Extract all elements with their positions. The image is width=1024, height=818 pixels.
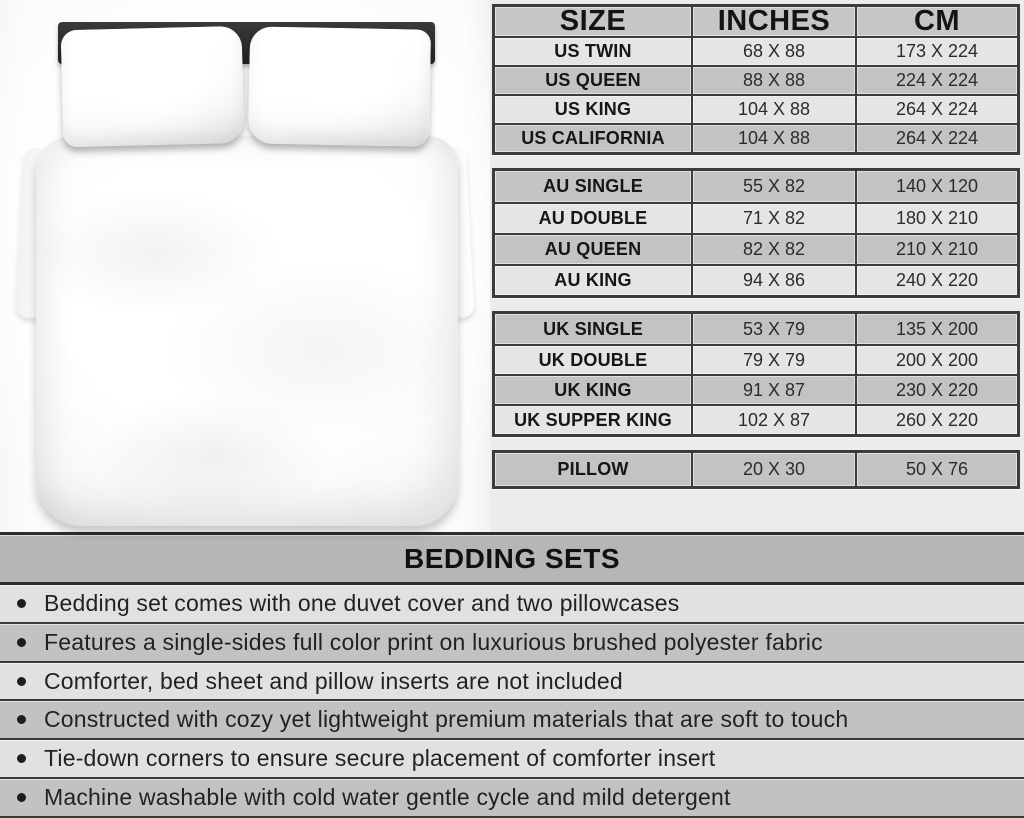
cell-cm: 50 X 76 (855, 453, 1017, 486)
cell-cm: 230 X 220 (855, 376, 1017, 404)
cell-size: UK KING (495, 376, 691, 404)
cell-size: AU DOUBLE (495, 204, 691, 233)
table-header-row (495, 7, 1017, 36)
table-row (495, 123, 1017, 152)
bed-image (0, 0, 490, 532)
bullet-icon (17, 638, 26, 647)
bullet-text: Machine washable with cold water gentle cycle and mild detergent (44, 784, 731, 811)
cell-inches: 82 X 82 (691, 235, 855, 264)
cell-inches: 20 X 30 (691, 453, 855, 486)
cell-cm: 224 X 224 (855, 67, 1017, 94)
cell-cm: 240 X 220 (855, 266, 1017, 295)
table-row (495, 314, 1017, 344)
cell-inches: 88 X 88 (691, 67, 855, 94)
cell-inches: 79 X 79 (691, 346, 855, 374)
cell-inches: 102 X 87 (691, 406, 855, 434)
bullet-icon (17, 599, 26, 608)
cell-inches: 68 X 88 (691, 38, 855, 65)
cell-cm: 173 X 224 (855, 38, 1017, 65)
cell-cm: 200 X 200 (855, 346, 1017, 374)
bullet-item (0, 701, 1024, 740)
cell-size: AU SINGLE (495, 171, 691, 202)
cell-inches: 71 X 82 (691, 204, 855, 233)
bullet-icon (17, 793, 26, 802)
table-block-us (492, 4, 1020, 155)
cell-inches: 104 X 88 (691, 96, 855, 123)
bullet-list (0, 585, 1024, 818)
bullet-text: Comforter, bed sheet and pillow inserts are not included (44, 667, 623, 694)
cell-inches: 91 X 87 (691, 376, 855, 404)
bullet-text: Constructed with cozy yet lightweight premium materials that are soft to touch (44, 706, 849, 733)
pillow-left (61, 26, 245, 147)
table-row (495, 94, 1017, 123)
table-row (495, 404, 1017, 434)
table-block-uk (492, 311, 1020, 437)
bullet-icon (17, 677, 26, 686)
bullet-item (0, 585, 1024, 624)
cell-cm: 180 X 210 (855, 204, 1017, 233)
header-cell-cm: CM (855, 7, 1017, 36)
table-block-pillow (492, 450, 1020, 489)
table-block-au (492, 168, 1020, 298)
table-row (495, 65, 1017, 94)
cell-size: US CALIFORNIA (495, 125, 691, 152)
table-row (495, 374, 1017, 404)
bullet-item (0, 779, 1024, 818)
bedding-sets-title: BEDDING SETS (403, 542, 621, 574)
bullet-icon (17, 715, 26, 724)
pillow-right (248, 26, 431, 146)
cell-size: AU QUEEN (495, 235, 691, 264)
cell-size: AU KING (495, 266, 691, 295)
header-cell-size: SIZE (495, 7, 691, 36)
bullet-item (0, 740, 1024, 779)
cell-inches: 53 X 79 (691, 314, 855, 344)
header-cell-inches: INCHES (691, 7, 855, 36)
bullet-item (0, 663, 1024, 702)
cell-size: US TWIN (495, 38, 691, 65)
cell-size: UK SINGLE (495, 314, 691, 344)
cell-size: PILLOW (495, 453, 691, 486)
cell-cm: 260 X 220 (855, 406, 1017, 434)
cell-size: US KING (495, 96, 691, 123)
bullet-text: Tie-down corners to ensure secure placement of comforter insert (44, 745, 716, 772)
cell-size: US QUEEN (495, 67, 691, 94)
bullet-text: Features a single-sides full color print on luxurious brushed polyester fabric (44, 628, 823, 655)
cell-cm: 210 X 210 (855, 235, 1017, 264)
cell-cm: 264 X 224 (855, 96, 1017, 123)
bullet-icon (17, 754, 26, 763)
table-row (495, 36, 1017, 65)
table-row (495, 233, 1017, 264)
bedding-sets-section (0, 532, 1024, 818)
cell-cm: 264 X 224 (855, 125, 1017, 152)
table-row (495, 202, 1017, 233)
cell-size: UK DOUBLE (495, 346, 691, 374)
cell-inches: 94 X 86 (691, 266, 855, 295)
table-row (495, 344, 1017, 374)
bullet-text: Bedding set comes with one duvet cover and two pillowcases (44, 589, 680, 616)
size-table (492, 4, 1020, 489)
table-row (495, 453, 1017, 486)
cell-cm: 140 X 120 (855, 171, 1017, 202)
cell-size: UK SUPPER KING (495, 406, 691, 434)
cell-inches: 104 X 88 (691, 125, 855, 152)
duvet (36, 136, 458, 526)
cell-cm: 135 X 200 (855, 314, 1017, 344)
table-row (495, 171, 1017, 202)
cell-inches: 55 X 82 (691, 171, 855, 202)
bedding-sets-header (0, 532, 1024, 585)
table-row (495, 264, 1017, 295)
bullet-item (0, 624, 1024, 663)
